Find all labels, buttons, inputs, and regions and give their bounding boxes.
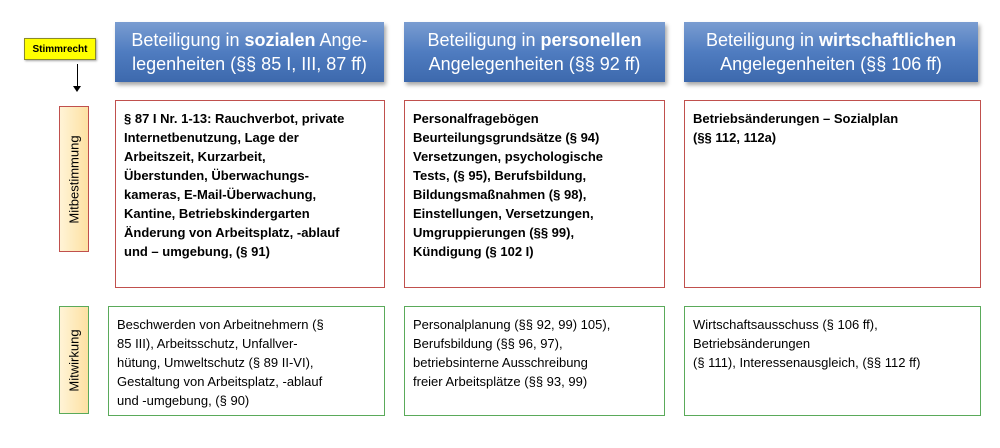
mitbestimmung-box-soziale <box>115 100 385 288</box>
header-personelle-line2: Angelegenheiten (§§ 92 ff) <box>428 54 641 74</box>
box-line: Betriebsänderungen <box>693 336 811 351</box>
mitwirkung-box-personelle <box>404 306 665 416</box>
row-label-mitbestimmung-text: Mitbestimmung <box>66 134 82 224</box>
box-line: hütung, Umweltschutz (§ 89 II-VI), <box>117 355 314 370</box>
header-personelle-pre: Beteiligung in <box>427 30 541 50</box>
header-wirtschaftliche-pre: Beteiligung in <box>705 30 820 50</box>
box-line: Internetbenutzung, Lage der <box>124 130 299 145</box>
header-wirtschaftliche-bold: wirtschaftlichen <box>819 30 957 50</box>
header-personelle-bold: personellen <box>540 30 642 50</box>
mitwirkung-box-wirtschaftliche <box>684 306 981 416</box>
box-line: Personalfragebögen <box>413 111 539 126</box>
box-line: freier Arbeitsplätze (§§ 93, 99) <box>413 374 588 389</box>
box-line: und -umgebung, (§ 90) <box>117 393 250 408</box>
stimmrecht-badge <box>24 38 96 60</box>
box-line: Betriebsänderungen – Sozialplan <box>693 111 899 126</box>
box-line: Änderung von Arbeitsplatz, -ablauf <box>124 225 340 240</box>
mitbestimmung-box-personelle <box>404 100 665 288</box>
box-line: (§ 111), Interessenausgleich, (§§ 112 ff) <box>693 355 921 370</box>
box-line: Versetzungen, psychologische <box>413 149 603 164</box>
box-line: und – umgebung, (§ 91) <box>124 244 270 259</box>
header-wirtschaftliche <box>684 22 978 82</box>
box-line: Arbeitszeit, Kurzarbeit, <box>124 149 266 164</box>
box-line: Überstunden, Überwachungs- <box>124 168 309 183</box>
box-line: Einstellungen, Versetzungen, <box>413 206 594 221</box>
header-soziale <box>115 22 384 82</box>
header-soziale-bold: sozialen <box>244 30 316 50</box>
row-label-mitwirkung-text: Mitwirkung <box>66 328 82 392</box>
box-line: Bildungsmaßnahmen (§ 98), <box>413 187 587 202</box>
box-line: Berufsbildung (§§ 96, 97), <box>413 336 563 351</box>
box-line: 85 III), Arbeitsschutz, Unfallver- <box>117 336 298 351</box>
mitwirkung-box-soziale <box>108 306 385 416</box>
mitbestimmung-box-wirtschaftliche <box>684 100 981 288</box>
box-line: Kündigung (§ 102 I) <box>413 244 534 259</box>
box-line: Beschwerden von Arbeitnehmern (§ <box>117 317 324 332</box>
header-soziale-line2: legenheiten (§§ 85 I, III, 87 ff) <box>132 54 367 74</box>
box-line: Gestaltung von Arbeitsplatz, -ablauf <box>117 374 323 389</box>
box-line: Kantine, Betriebskindergarten <box>124 206 310 221</box>
row-label-mitbestimmung <box>59 106 89 252</box>
header-personelle <box>404 22 665 82</box>
box-line: Wirtschaftsausschuss (§ 106 ff), <box>693 317 878 332</box>
row-label-mitwirkung <box>59 306 89 414</box>
down-arrow-line <box>77 64 78 86</box>
box-line: § 87 I Nr. 1-13: Rauchverbot, private <box>124 111 345 126</box>
box-line: Tests, (§ 95), Berufsbildung, <box>413 168 587 183</box>
box-line: Beurteilungsgrundsätze (§ 94) <box>413 130 600 145</box>
box-line: betriebsinterne Ausschreibung <box>413 355 588 370</box>
header-soziale-pre: Beteiligung in <box>131 30 245 50</box>
box-line: Umgruppierungen (§§ 99), <box>413 225 575 240</box>
down-arrow-icon <box>73 86 81 92</box>
box-line: (§§ 112, 112a) <box>693 130 777 145</box>
stimmrecht-label: Stimmrecht <box>32 43 88 55</box>
box-line: Personalplanung (§§ 92, 99) 105), <box>413 317 611 332</box>
box-line: kameras, E-Mail-Überwachung, <box>124 187 317 202</box>
header-soziale-post: Ange- <box>315 30 368 50</box>
header-wirtschaftliche-line2: Angelegenheiten (§§ 106 ff) <box>720 54 942 74</box>
